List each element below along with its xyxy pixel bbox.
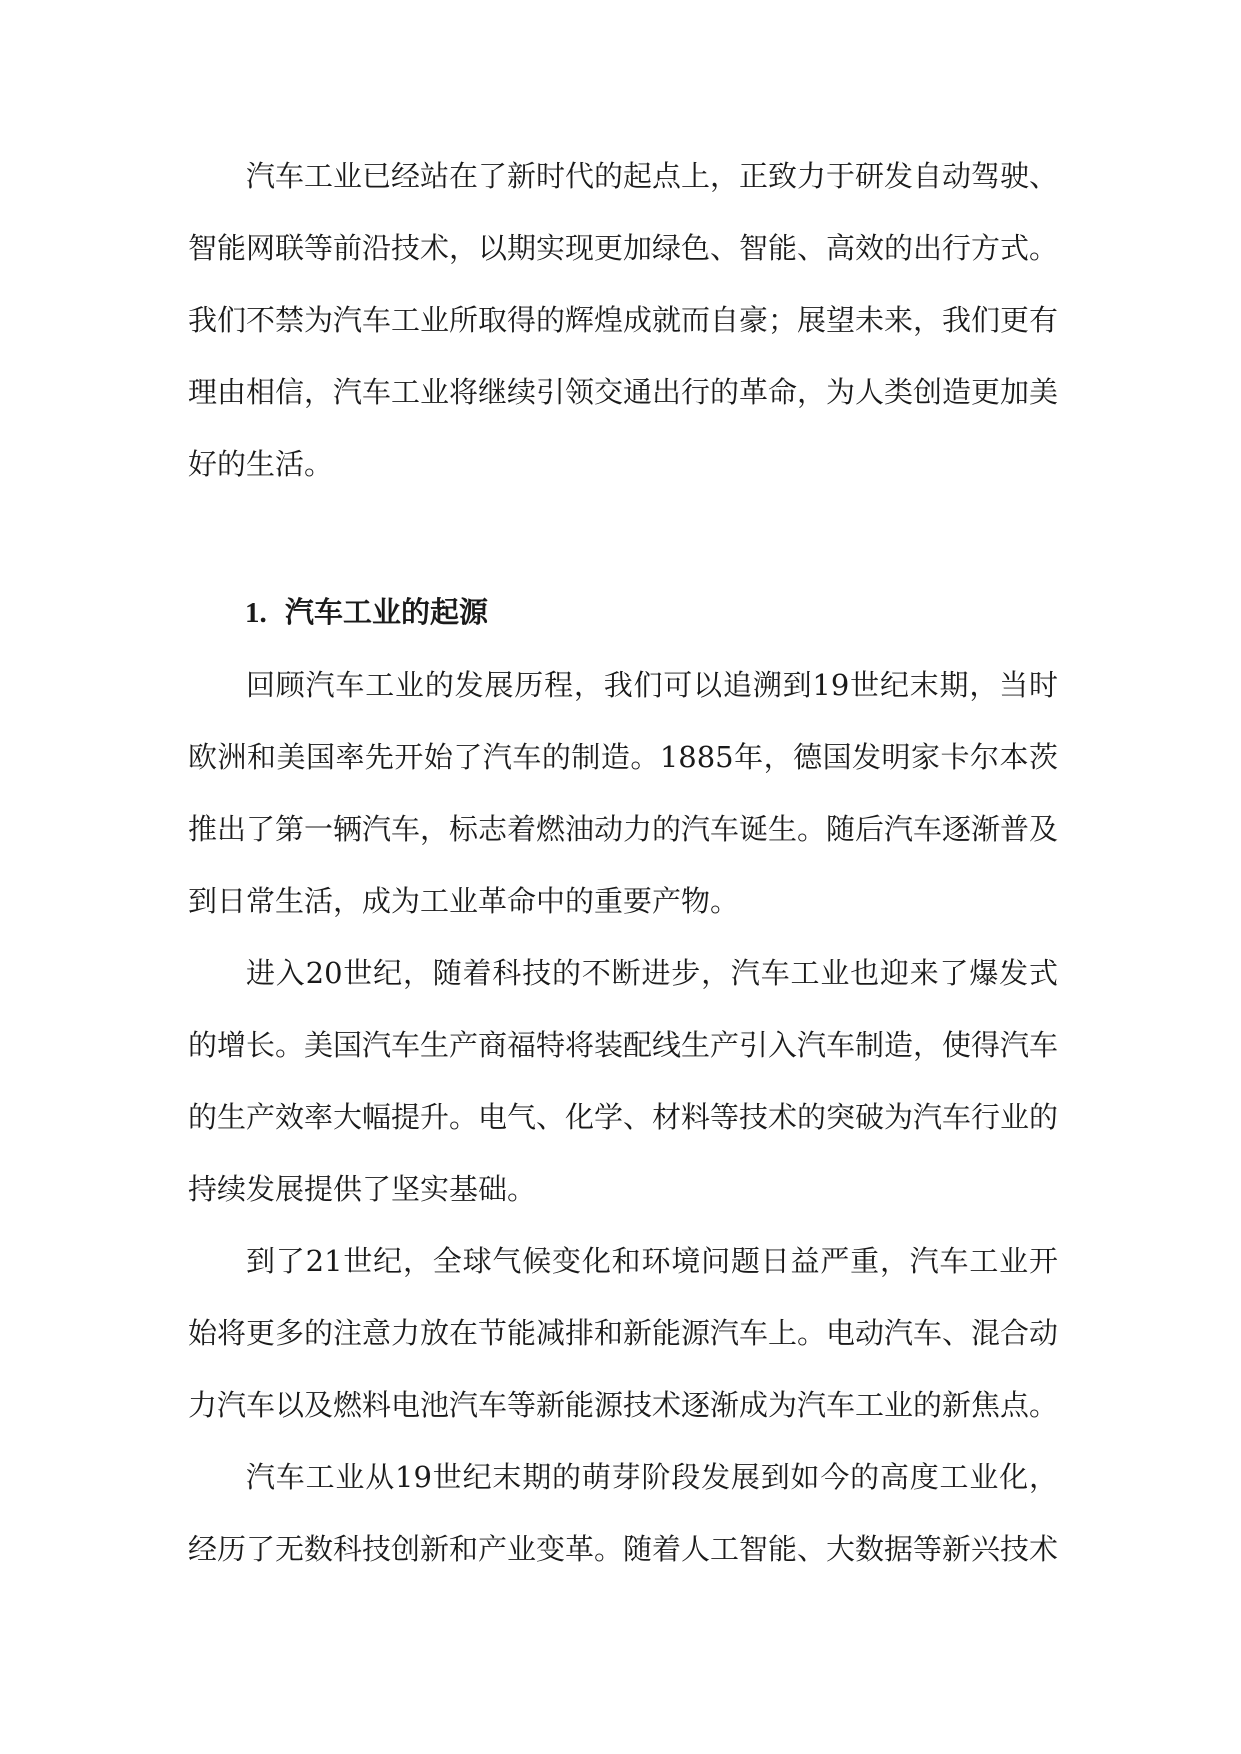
body-paragraph: 进入20世纪，随着科技的不断进步，汽车工业也迎来了爆发式的增长。美国汽车生产商福特将装配线生产引入汽车制造，使得汽车的生产效率大幅提升。电气、化学、材料等技术的突破为汽车行业的持续发展提供了坚实基础。 <box>188 956 1059 1206</box>
document-page <box>188 140 1058 1585</box>
body-paragraph: 汽车工业从19世纪末期的萌芽阶段发展到如今的高度工业化，经历了无数科技创新和产业变革。随着人工智能、大数据等新兴技术 <box>188 1460 1059 1566</box>
section-heading <box>188 576 1058 649</box>
intro-paragraph: 汽车工业已经站在了新时代的起点上，正致力于研发自动驾驶、智能网联等前沿技术，以期实现更加绿色、智能、高效的出行方式。我们不禁为汽车工业所取得的辉煌成就而自豪；展望未来，我们更有理由相信，汽车工业将继续引领交通出行的革命，为人类创造更加美好的生活。 <box>188 159 1059 481</box>
body-paragraph: 到了21世纪，全球气候变化和环境问题日益严重，汽车工业开始将更多的注意力放在节能减排和新能源汽车上。电动汽车、混合动力汽车以及燃料电池汽车等新能源技术逐渐成为汽车工业的新焦点。 <box>188 1244 1059 1422</box>
body-paragraph: 回顾汽车工业的发展历程，我们可以追溯到19世纪末期，当时欧洲和美国率先开始了汽车的制造。1885年，德国发明家卡尔本茨推出了第一辆汽车，标志着燃油动力的汽车诞生。随后汽车逐渐普及到日常生活，成为工业革命中的重要产物。 <box>188 668 1059 918</box>
section-title: 汽车工业的起源 <box>285 595 489 629</box>
section-number: 1. <box>245 597 267 629</box>
